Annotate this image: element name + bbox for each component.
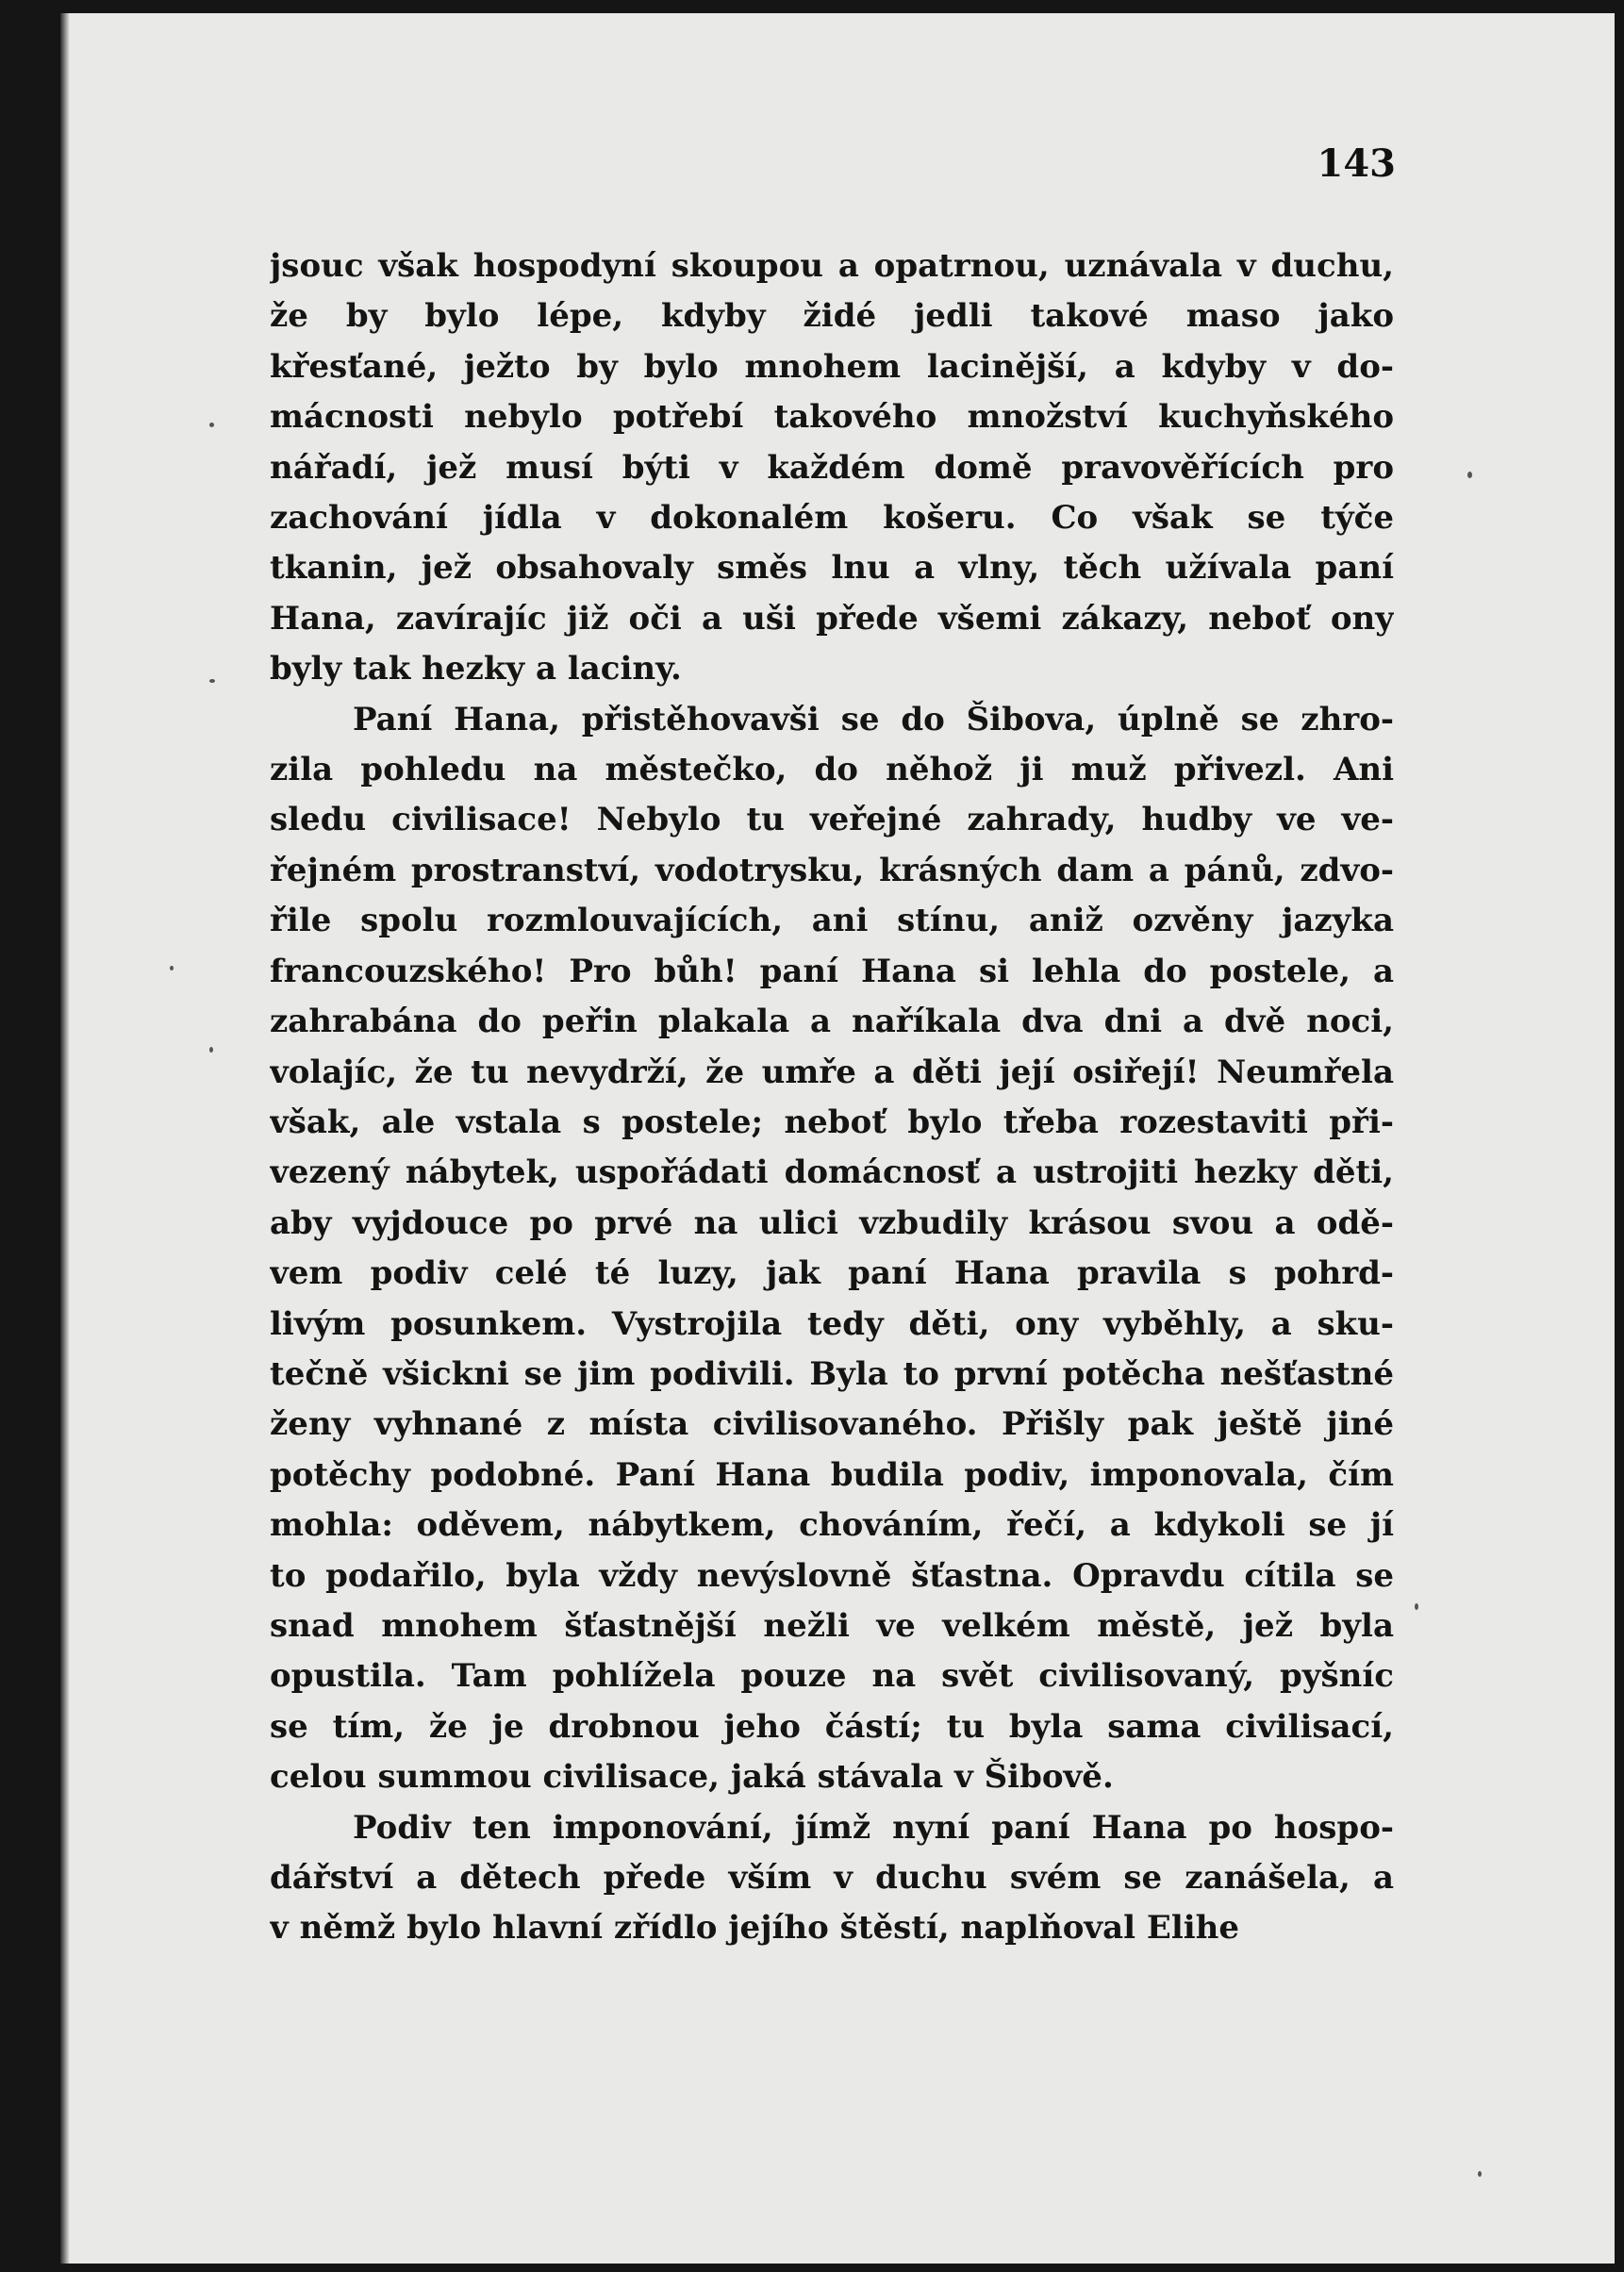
text-line: zachování jídla v dokonalém košeru. Co však se týče bbox=[270, 499, 1394, 538]
text-line: volajíc, že tu nevydrží, že umře a děti její osiřejí! Neumřela bbox=[270, 1053, 1394, 1091]
text-line: vezený nábytek, uspořádati domácnosť a ustrojiti hezky děti, bbox=[270, 1153, 1394, 1192]
scan-speck bbox=[1478, 2171, 1482, 2177]
text-line: vem podiv celé té luzy, jak paní Hana pravila s pohrd- bbox=[270, 1254, 1394, 1293]
text-line: Hana, zavírajíc již oči a uši přede všemi zákazy, neboť ony bbox=[270, 599, 1394, 638]
text-line: zahrabána do peřin plakala a naříkala dva dni a dvě noci, bbox=[270, 1003, 1394, 1041]
text-line: řejném prostranství, vodotrysku, krásných dam a pánů, zdvo- bbox=[270, 851, 1394, 889]
text-line: jsouc však hospodyní skoupou a opatrnou, uznávala v duchu, bbox=[270, 247, 1394, 285]
text-line: tkanin, jež obsahovaly směs lnu a vlny, těch užívala paní bbox=[270, 549, 1394, 588]
text-line: livým posunkem. Vystrojila tedy děti, ony vyběhly, a sku- bbox=[270, 1304, 1394, 1343]
text-line: francouzského! Pro bůh! paní Hana si lehla do postele, a bbox=[270, 952, 1394, 990]
text-line: aby vyjdouce po prvé na ulici vzbudily krásou svou a odě- bbox=[270, 1203, 1394, 1242]
text-line: však, ale vstala s postele; neboť bylo třeba rozestaviti při- bbox=[270, 1103, 1394, 1141]
scan-speck bbox=[170, 966, 174, 970]
scan-speck bbox=[1467, 472, 1472, 478]
text-line: nářadí, jež musí býti v každém domě pravověřících pro bbox=[270, 448, 1394, 487]
text-line: to podařilo, byla vždy nevýslovně šťastna. Opravdu cítila se bbox=[270, 1556, 1394, 1595]
text-line: ženy vyhnané z místa civilisovaného. Přišly pak ještě jiné bbox=[270, 1405, 1394, 1444]
text-line: se tím, že je drobnou jeho částí; tu byla sama civilisací, bbox=[270, 1707, 1394, 1746]
text-line: sledu civilisace! Nebylo tu veřejné zahrady, hudby ve ve- bbox=[270, 801, 1394, 839]
text-line: křesťané, ježto by bylo mnohem lacinější, a kdyby v do- bbox=[270, 347, 1394, 386]
text-line: byly tak hezky a laciny. bbox=[270, 650, 682, 688]
body-text bbox=[270, 241, 1394, 1954]
text-line: dářství a dětech přede vším v duchu svém se zanášela, a bbox=[270, 1859, 1394, 1897]
text-line: v němž bylo hlavní zřídlo jejího štěstí, naplňoval Elihe bbox=[270, 1909, 1240, 1948]
text-line: potěchy podobné. Paní Hana budila podiv, imponovala, čím bbox=[270, 1455, 1394, 1494]
text-line: celou summou civilisace, jaká stávala v Šibově. bbox=[270, 1758, 1114, 1797]
text-line: mohla: oděvem, nábytkem, chováním, řečí, a kdykoli se jí bbox=[270, 1506, 1394, 1545]
text-line: snad mnohem šťastnější nežli ve velkém městě, jež byla bbox=[270, 1606, 1394, 1645]
text-line: opustila. Tam pohlížela pouze na svět civilisovaný, pyšníc bbox=[270, 1657, 1394, 1696]
text-line: Podiv ten imponování, jímž nyní paní Hana po hospo- bbox=[353, 1808, 1394, 1847]
paragraph bbox=[270, 1803, 1394, 1954]
text-line: tečně všickni se jim podivili. Byla to první potěcha nešťastné bbox=[270, 1354, 1394, 1393]
scan-speck bbox=[209, 423, 214, 427]
scan-speck bbox=[209, 1047, 213, 1053]
scan-speck bbox=[209, 679, 215, 683]
scan-speck bbox=[1415, 1603, 1418, 1610]
page-number: 143 bbox=[1317, 141, 1396, 186]
text-line: Paní Hana, přistěhovavši se do Šibova, úplně se zhro- bbox=[353, 700, 1394, 738]
text-line: že by bylo lépe, kdyby židé jedli takové maso jako bbox=[270, 297, 1394, 336]
text-line: mácnosti nebylo potřebí takového množství kuchyňského bbox=[270, 398, 1394, 437]
paragraph bbox=[270, 241, 1394, 695]
text-line: řile spolu rozmlouvajících, ani stínu, aniž ozvěny jazyka bbox=[270, 902, 1394, 940]
paragraph bbox=[270, 695, 1394, 1803]
binding-shadow bbox=[60, 13, 70, 2264]
text-line: zila pohledu na městečko, do něhož ji muž přivezl. Ani bbox=[270, 751, 1394, 789]
